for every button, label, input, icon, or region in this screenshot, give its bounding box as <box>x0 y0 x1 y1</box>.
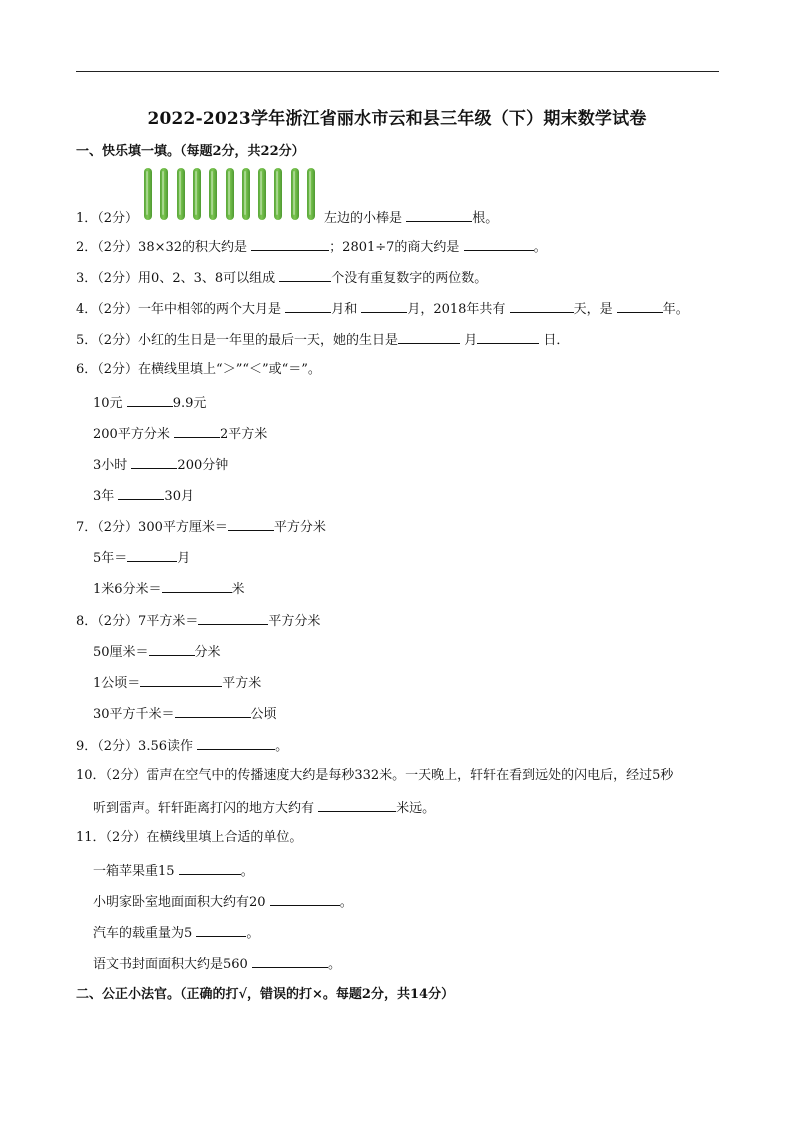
q6-row: 200平方分米 2平方米 <box>93 424 267 444</box>
q6-answer-blank[interactable] <box>118 486 164 500</box>
q3-answer-blank[interactable] <box>279 268 331 282</box>
question-1: 1．（2分） 左边的小棒是 根。 <box>76 208 498 228</box>
q11-answer-blank[interactable] <box>270 892 340 906</box>
q4-answer-blank-4[interactable] <box>617 299 663 313</box>
question-2: 2．（2分）38×32的积大约是 ；2801÷7的商大约是 。 <box>76 237 547 257</box>
question-11: 11．（2分）在横线里填上合适的单位。 <box>76 830 303 845</box>
q6-row: 3年 30月 <box>93 486 194 506</box>
question-5: 5．（2分）小红的生日是一年里的最后一天，她的生日是 月 日． <box>76 330 569 350</box>
section-2-heading: 二、公正小法官。（正确的打√，错误的打×。每题2分，共14分） <box>76 987 455 1002</box>
q11-row: 汽车的载重量为5 。 <box>93 923 259 943</box>
q6-answer-blank[interactable] <box>131 455 177 469</box>
question-8: 8．（2分）7平方米＝ 平方分米 <box>76 611 320 631</box>
q9-answer-blank[interactable] <box>197 736 275 750</box>
q6-row: 10元 9.9元 <box>93 393 206 413</box>
question-3: 3．（2分）用0、2、3、8可以组成 个没有重复数字的两位数。 <box>76 268 487 288</box>
q5-answer-blank-1[interactable] <box>398 330 460 344</box>
q1-answer-blank[interactable] <box>406 208 472 222</box>
q11-row: 一箱苹果重15 。 <box>93 861 254 881</box>
question-9: 9．（2分）3.56读作 。 <box>76 736 288 756</box>
q10-answer-blank[interactable] <box>318 798 396 812</box>
q7-row: 1米6分米＝ 米 <box>93 579 245 599</box>
q7-answer-blank[interactable] <box>127 548 177 562</box>
q8-answer-blank[interactable] <box>198 611 268 625</box>
q11-row: 语文书封面面积大约是560 。 <box>93 954 341 974</box>
q2-answer-blank-2[interactable] <box>464 237 534 251</box>
q11-answer-blank[interactable] <box>196 923 246 937</box>
q11-answer-blank[interactable] <box>252 954 328 968</box>
header-rule <box>76 71 719 72</box>
q6-answer-blank[interactable] <box>127 393 173 407</box>
q8-row: 1公顷＝ 平方米 <box>93 673 261 693</box>
q8-row: 50厘米＝ 分米 <box>93 642 221 662</box>
q8-answer-blank[interactable] <box>140 673 222 687</box>
q4-answer-blank-3[interactable] <box>510 299 574 313</box>
question-10-line-1: 10．（2分）雷声在空气中的传播速度大约是每秒332米。一天晚上，轩轩在看到远处的闪电后，经过5秒 <box>76 768 674 783</box>
q11-row: 小明家卧室地面面积大约有20 。 <box>93 892 353 912</box>
q7-answer-blank[interactable] <box>162 579 232 593</box>
q8-row: 30平方千米＝ 公顷 <box>93 704 277 724</box>
q7-row: 5年＝ 月 <box>93 548 190 568</box>
question-7: 7．（2分）300平方厘米＝ 平方分米 <box>76 517 326 537</box>
q4-answer-blank-2[interactable] <box>361 299 407 313</box>
question-4: 4．（2分）一年中相邻的两个大月是 月和 月，2018年共有 天，是 年。 <box>76 299 689 319</box>
q8-answer-blank[interactable] <box>175 704 251 718</box>
question-10-line-2: 听到雷声。轩轩距离打闪的地方大约有 米远。 <box>93 798 435 818</box>
q5-answer-blank-2[interactable] <box>477 330 539 344</box>
q4-answer-blank-1[interactable] <box>285 299 331 313</box>
section-1-heading: 一、快乐填一填。（每题2分，共22分） <box>76 144 305 159</box>
q11-answer-blank[interactable] <box>179 861 241 875</box>
q7-answer-blank[interactable] <box>228 517 274 531</box>
q6-row: 3小时 200分钟 <box>93 455 228 475</box>
q8-answer-blank[interactable] <box>149 642 195 656</box>
q6-answer-blank[interactable] <box>174 424 220 438</box>
question-6: 6．（2分）在横线里填上“＞”“＜”或“＝”。 <box>76 362 321 377</box>
page-title: 2022-2023学年浙江省丽水市云和县三年级（下）期末数学试卷 <box>147 109 647 129</box>
q2-answer-blank-1[interactable] <box>251 237 329 251</box>
